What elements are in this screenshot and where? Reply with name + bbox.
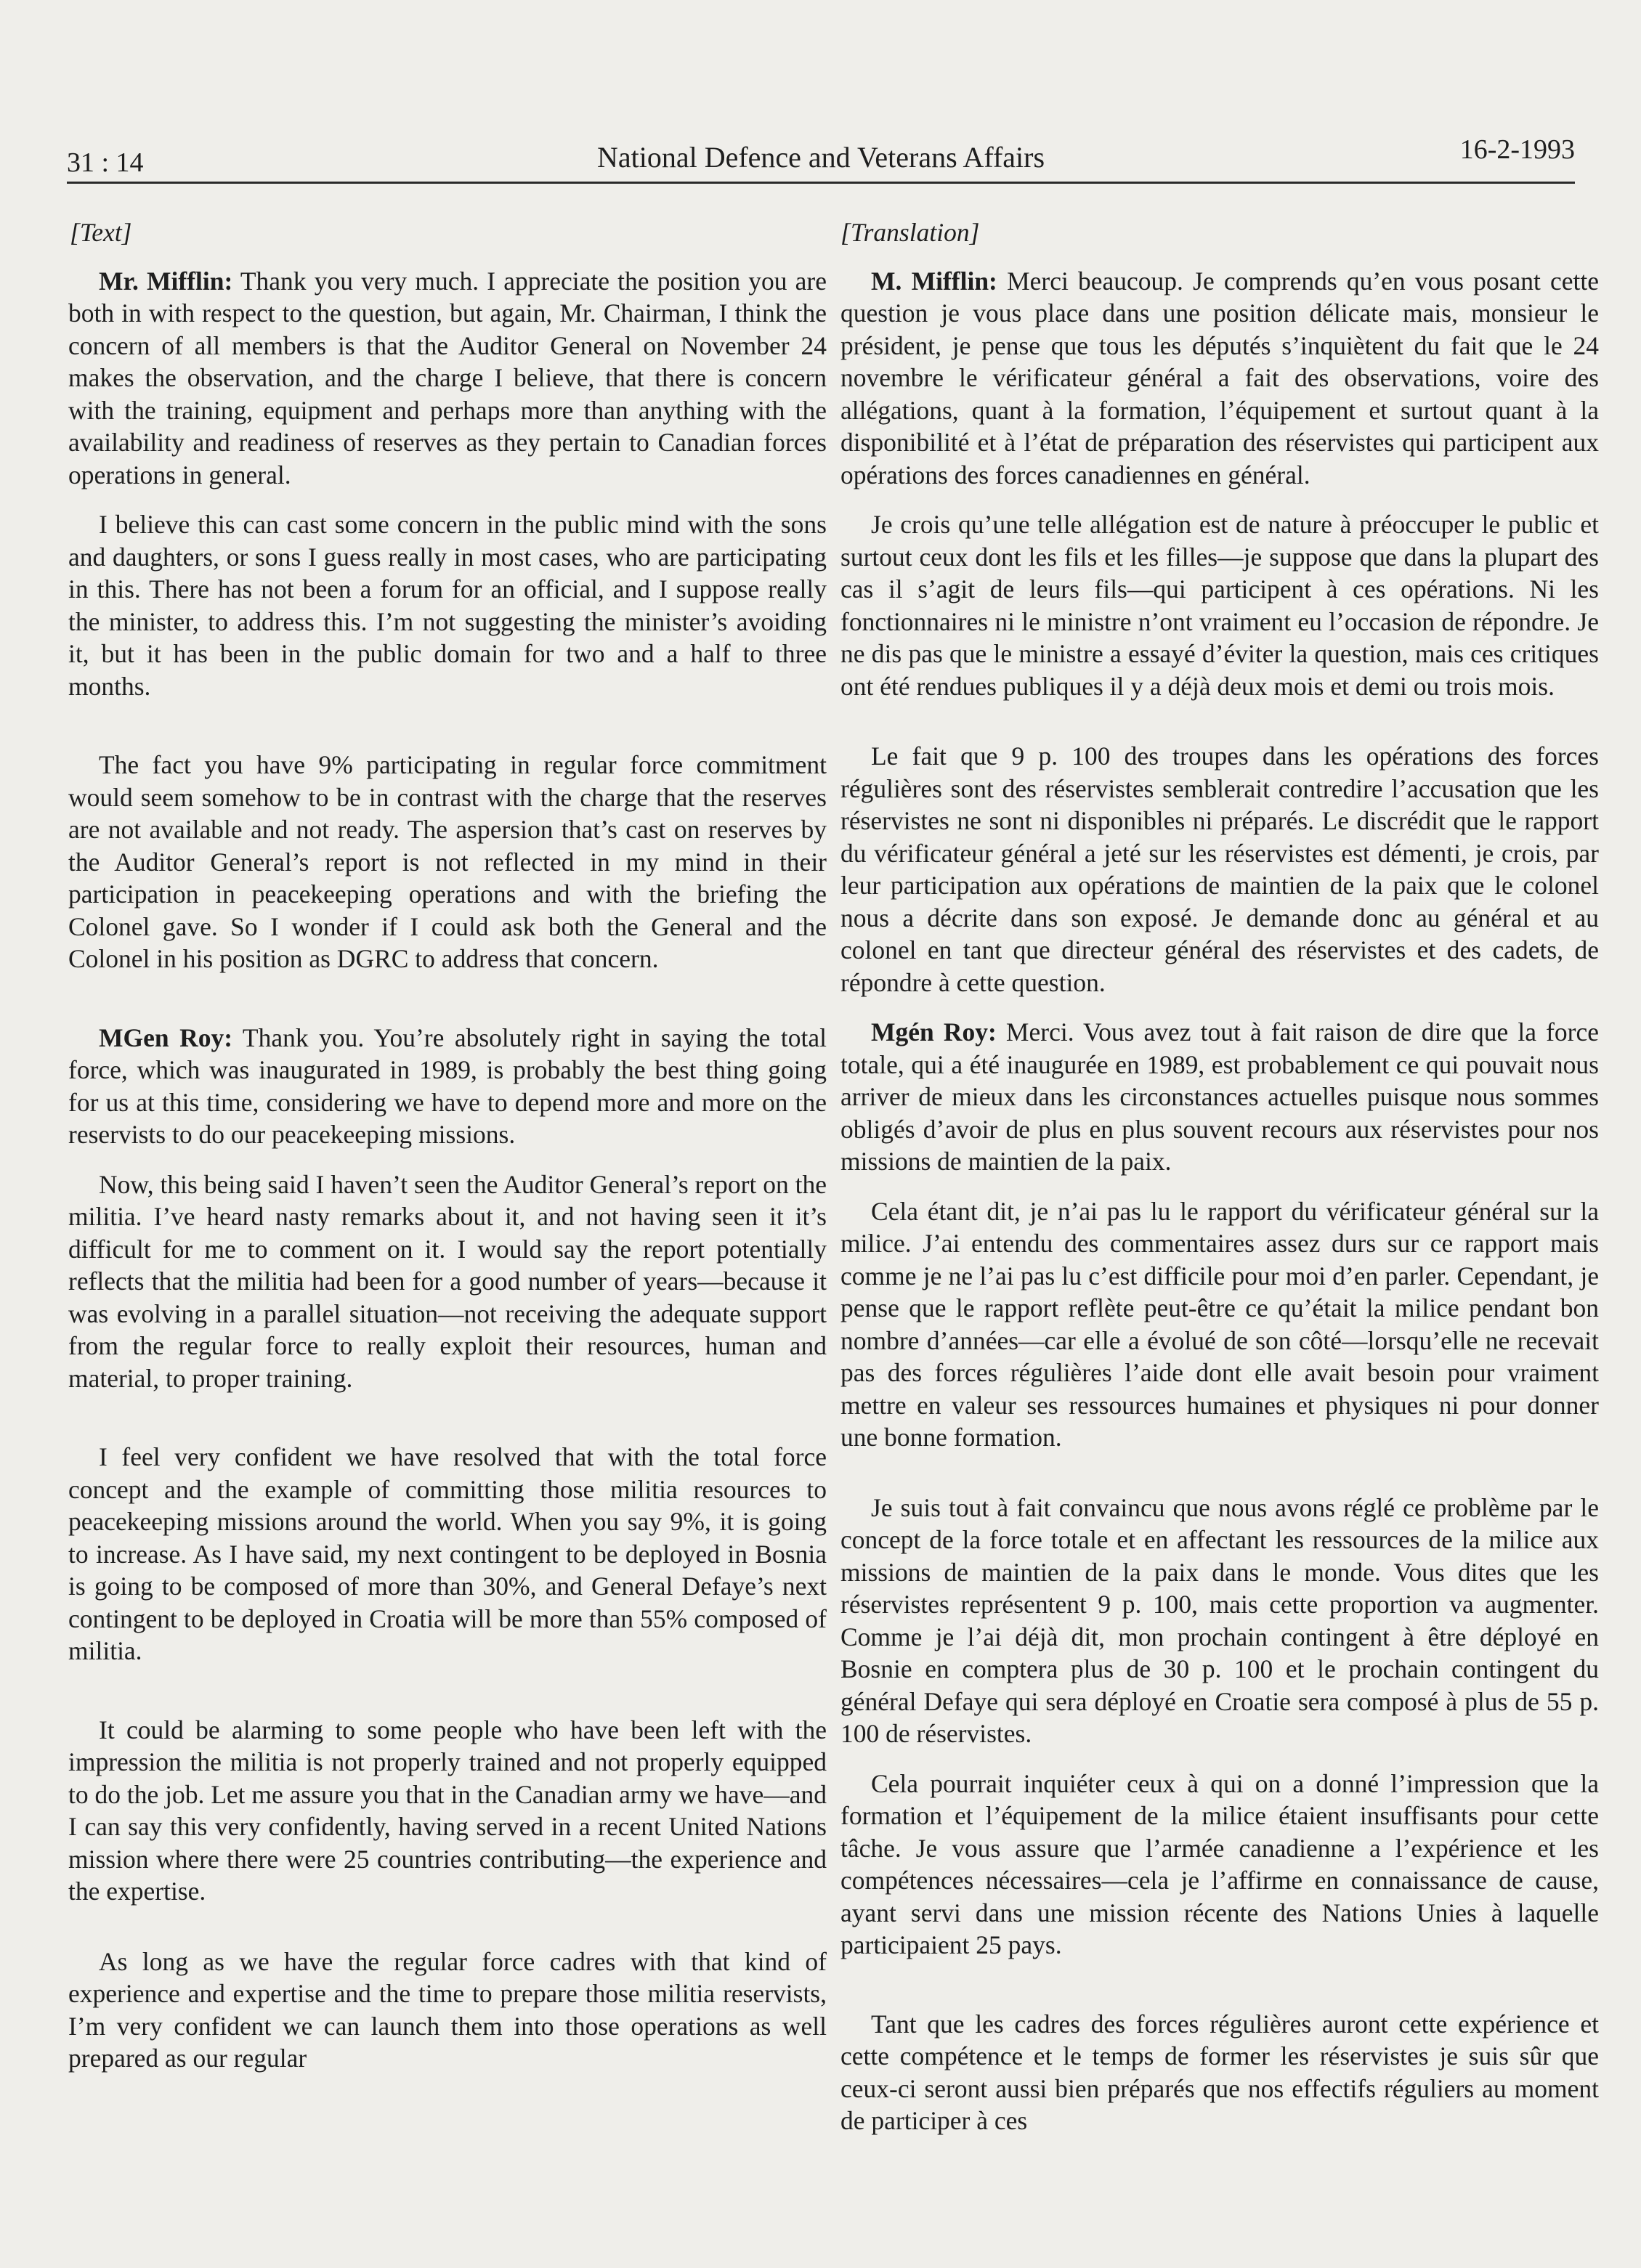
paragraph-text: It could be alarming to some people who have been left with the impression the militia is not properly trained and not properly equipped to do the job. Let me assure you that in the Canadian army we have—and I can say this very confidently, having served in a recent United Nations mission where there were 25 countries contributing—the experience and the expertise. bbox=[68, 1715, 827, 1906]
paragraph-text: Cela pourrait inquiéter ceux à qui on a donné l’impression que la formation et l’équipement de la milice étaient insuffisants pour cette tâche. Je vous assure que l’armée canadienne a l’expérience et les compétences nécessaires—cela je l’affirme en connaissance de cause, ayant servi dans une mission récente des Nations Unies à laquelle participaient 25 pays. bbox=[840, 1768, 1599, 1959]
paragraph bbox=[68, 1441, 827, 1667]
paragraph-text: Thank you very much. I appreciate the position you are both in with respect to the question, but again, Mr. Chairman, I think the concern of all members is that the Auditor General on November 24 makes the observation, and the charge I believe, that there is concern with the training, equipment and perhaps more than anything with the availability and readiness of reserves as they pertain to Canadian forces operations in general. bbox=[68, 266, 827, 489]
column-label-text: [Text] bbox=[70, 218, 132, 247]
paragraph-text: Cela étant dit, je n’ai pas lu le rapport du vérificateur général sur la milice. J’ai entendu des commentaires assez durs sur ce rapport mais comme je ne l’ai pas lu c’est difficile pour moi d’en parler. Cependant, je pense que le rapport reflète peut-être ce qu’était la milice pendant bon nombre d’années—car elle a évolué de son côté—lorsqu’elle ne recevait pas des forces régulières l’aide dont elle avait besoin pour vraiment mettre en valeur ses ressources humaines et physiques ni pour donner une bonne formation. bbox=[840, 1196, 1599, 1452]
paragraph bbox=[68, 265, 827, 492]
french-column bbox=[840, 216, 1599, 2137]
paragraph-text: Now, this being said I haven’t seen the Auditor General’s report on the militia. I’ve heard nasty remarks about it, and not having seen it it’s difficult for me to comment on it. I would say the report potentially reflects that the militia had been for a good number of years—because it was evolving in a parallel situation—not receiving the adequate support from the regular force to really exploit their resources, human and material, to proper training. bbox=[68, 1169, 827, 1393]
paragraph bbox=[68, 1946, 827, 2075]
running-title: National Defence and Veterans Affairs bbox=[596, 141, 1045, 174]
paragraph-text: I feel very confident we have resolved that with the total force concept and the example of committing those militia resources to peacekeeping missions around the world. When you say 9%, it is going to increase. As I have said, my next contingent to be deployed in Bosnia is going to be composed of more than 30%, and General Defaye’s next contingent to be deployed in Croatia will be more than 55% composed of militia. bbox=[68, 1442, 827, 1665]
paragraph-text: Tant que les cadres des forces régulières auront cette expérience et cette compétence et le temps de former les réservistes je suis sûr que ceux-ci seront aussi bien préparés que nos effectifs réguliers au moment de participer à ces bbox=[840, 2009, 1599, 2135]
paragraph-text: Merci. Vous avez tout à fait raison de dire que la force totale, qui a été inaugurée en 1989, est probablement ce qui pouvait nous arriver de mieux dans les circonstances actuelles puisque nous sommes obligés d’avoir de plus en plus souvent recours aux réservistes pour nos missions de maintien de la paix. bbox=[840, 1017, 1600, 1176]
paragraph bbox=[68, 1168, 827, 1395]
speaker-name: Mr. Mifflin: bbox=[99, 266, 233, 296]
paragraph bbox=[68, 508, 827, 702]
page-date: 16-2-1993 bbox=[1459, 134, 1575, 165]
speaker-name: Mgén Roy: bbox=[871, 1017, 997, 1046]
paragraph-text: I believe this can cast some concern in the public mind with the sons and daughters, or sons I guess really in most cases, who are participating in this. There has not been a forum for an official, and I suppose really the minister, to address this. I’m not suggesting the minister’s avoiding it, but it has been in the public domain for two and a half to three months. bbox=[68, 510, 827, 701]
paragraph bbox=[68, 749, 827, 975]
page-number: 31 : 14 bbox=[67, 147, 144, 178]
speaker-name: MGen Roy: bbox=[99, 1023, 233, 1052]
column-label-translation: [Translation] bbox=[840, 218, 980, 247]
paragraph-text: The fact you have 9% participating in regular force commitment would seem somehow to be in contrast with the charge that the reserves are not available and not ready. The aspersion that’s cast on reserves by the Auditor General’s report is not reflected in my mind in their participation in peacekeeping operations and with the briefing the Colonel gave. So I wonder if I could ask both the General and the Colonel in his position as DGRC to address that concern. bbox=[68, 750, 827, 973]
paragraph-text: As long as we have the regular force cadres with that kind of experience and expertise and the time to prepare those militia reservists, I’m very confident we can launch them into those operations as well prepared as our regular bbox=[68, 1946, 827, 2073]
paragraph bbox=[840, 508, 1599, 702]
paragraph-text: Je crois qu’une telle allégation est de nature à préoccuper le public et surtout ceux dont les fils et les filles—je suppose que dans la plupart des cas il s’agit de leurs fils—qui participent à ces opérations. Ni les fonctionnaires ni le ministre n’ont vraiment eu l’occasion de répondre. Je ne dis pas que le ministre a essayé d’éviter la question, mais ces critiques ont été rendues publiques il y a déjà deux mois et demi ou trois mois. bbox=[840, 510, 1599, 701]
paragraph bbox=[840, 265, 1599, 492]
paragraph-text: Le fait que 9 p. 100 des troupes dans les opérations des forces régulières sont des réservistes semblerait contredire l’accusation que les réservistes ne sont ni disponibles ni préparés. Le discrédit que le rapport du vérificateur général a jeté sur les réservistes est démenti, je crois, par leur participation aux opérations de maintien de la paix que le colonel nous a décrite dans son exposé. Je demande donc au général et au colonel en tant que directeur général des réservistes et des cadets, de répondre à cette question. bbox=[840, 741, 1599, 997]
paragraph bbox=[840, 740, 1599, 999]
english-column bbox=[68, 216, 827, 2075]
paragraph bbox=[68, 1022, 827, 1151]
paragraph bbox=[68, 1714, 827, 1908]
paragraph bbox=[840, 1195, 1599, 1454]
paragraph bbox=[840, 2008, 1599, 2137]
paragraph-text: Je suis tout à fait convaincu que nous avons réglé ce problème par le concept de la force totale et en affectant les ressources de la milice aux missions de maintien de la paix dans le monde. Vous dites que les réservistes représentent 9 p. 100, mais cette proportion va augmenter. Comme je l’ai déjà dit, mon prochain contingent à être déployé en Bosnie en comptera plus de 30 p. 100 et le prochain contingent du général Defaye qui sera déployé en Croatie sera composé à plus de 55 p. 100 de réservistes. bbox=[840, 1492, 1599, 1748]
paragraph-text: Thank you. You’re absolutely right in saying the total force, which was inaugurated in 1989, is probably the best thing going for us at this time, considering we have to depend more and more on the reservists to do our peacekeeping missions. bbox=[68, 1023, 827, 1149]
paragraph bbox=[840, 1492, 1599, 1750]
paragraph bbox=[840, 1016, 1599, 1178]
paragraph-text: Merci beaucoup. Je comprends qu’en vous posant cette question je vous place dans une position délicate mais, monsieur le président, je pense que tous les députés s’inquiètent du fait que le 24 novembre le vérificateur général a fait des observations, voire des allégations, quant à la formation, l’équipement et surtout quant à la disponibilité et à l’état de préparation des réservistes qui participent aux opérations des forces canadiennes en général. bbox=[840, 266, 1599, 489]
page-header bbox=[67, 123, 1575, 184]
speaker-name: M. Mifflin: bbox=[871, 266, 997, 296]
paragraph bbox=[840, 1768, 1599, 1962]
